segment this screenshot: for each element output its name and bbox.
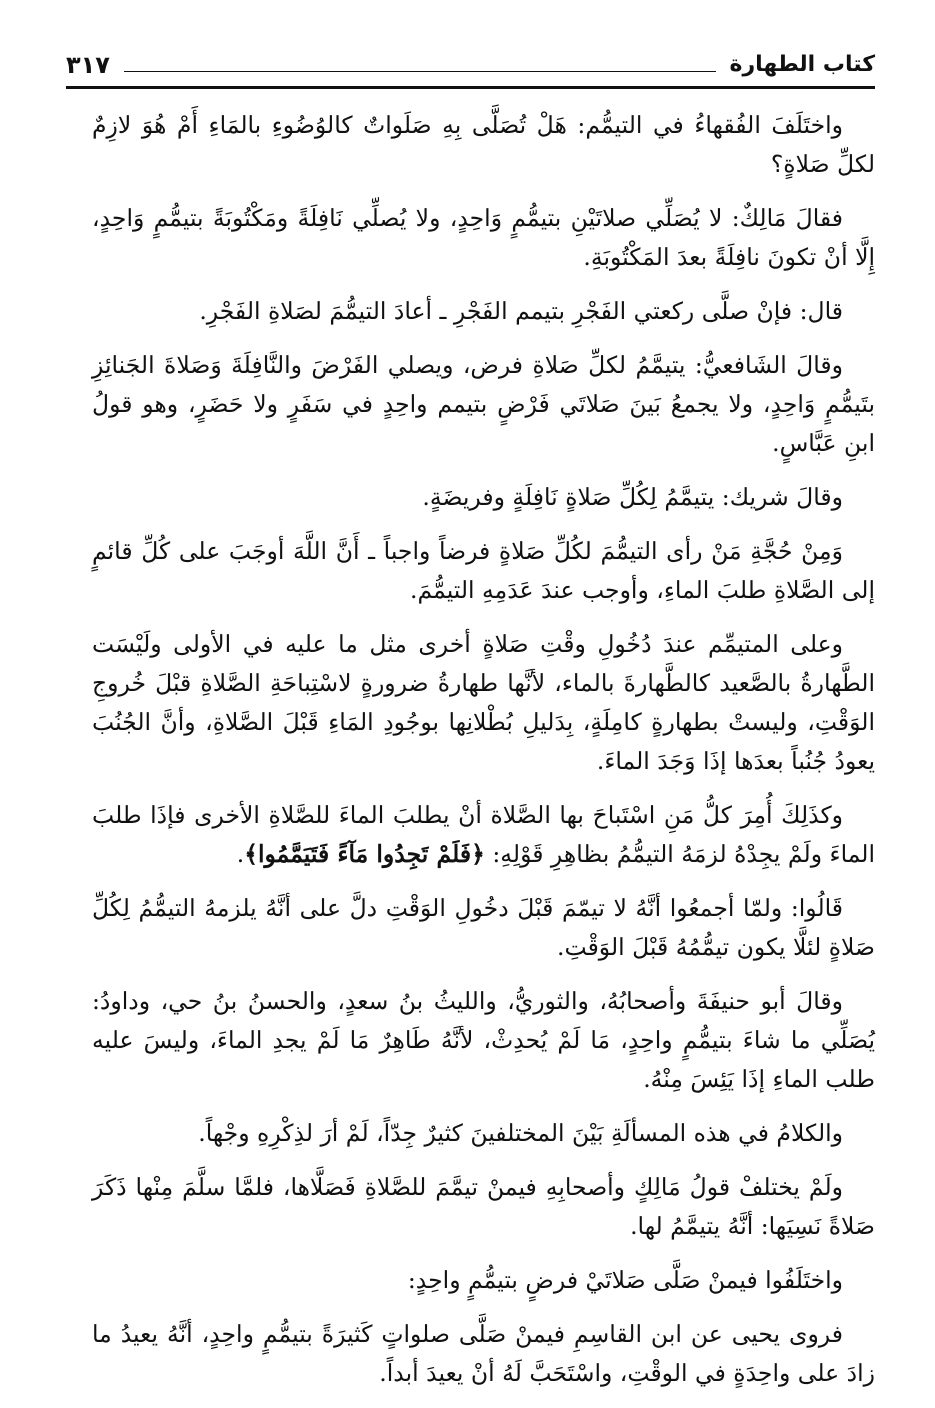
paragraph-text: قَالُوا: ولمّا أجمعُوا أنَّهُ لا تيمّمَ قَبْلَ دخُولِ الوَقْتِ دلَّ على أنَّهُ يلزمهُ التيمُّمُ لِكُلِّ صَلاةٍ لئلَّا يكون تيمُّمُهُ قَبْلَ الوَقْتِ.: [92, 894, 875, 961]
paragraph-text: وعلى المتيمِّم عندَ دُخُولِ وقْتِ صَلاةٍ أخرى مثل ما عليه في الأولى ولَيْسَت الطَّهارةُ بالصَّعيد كالطَّهارةَ بالماء، لأنَّها طهارةُ ضرورةٍ لاسْتِباحَةِ الصَّلاةِ قبْلَ خُروجِ الوَقْتِ، وليستْ بطهارةٍ كامِلَةٍ، بِدَليلِ بُطْلانِها بوجُودِ المَاءِ قَبْلَ الصَّلاةِ، وأنَّ الجُنُبَ يعودُ جُنُباً بعدَها إذَا وَجَدَ الماءَ.: [92, 630, 875, 775]
header-rule: [66, 86, 875, 89]
page-body: [92, 106, 875, 1408]
paragraph-text: وقالَ الشَافعيُّ: يتيمَّمُ لكلِّ صَلاةِ فرض، ويصلي الفَرْضَ والنَّافِلَةَ وَصَلاةَ الجَنائِزِ بتَيمُّمٍ وَاحِدٍ، ولا يجمعُ بَينَ صَلاتَي فَرْضٍ بتيمم واحِدٍ في سَفَرٍ ولا حَضَرٍ، وهو قولُ ابنِ عَبَّاسٍ.: [92, 351, 875, 457]
paragraph: [92, 1114, 875, 1153]
paragraph-text: والكلامُ في هذه المسألَةِ بَيْنَ المختلفينَ كثيرٌ جِدّاً، لَمْ أرَ لذِكْرِهِ وجْهاً.: [198, 1119, 843, 1147]
paragraph: [92, 889, 875, 967]
paragraph: [92, 199, 875, 277]
page-header: [66, 36, 875, 80]
paragraph-text: وقالَ أبو حنيفَةَ وأصحابُهُ، والثوريُّ، والليثُ بنُ سعدٍ، والحسنُ بنُ حي، وداودُ: يُصَلِّي ما شاءَ بتيمُّمٍ واحِدٍ، مَا لَمْ يُحدِثْ، لأنَّهُ طَاهِرٌ مَا لَمْ يجدِ الماءَ، وليسَ عليه طلب الماءِ إذَا يَئِسَ مِنْهُ.: [92, 987, 875, 1093]
paragraph: [92, 346, 875, 463]
chapter-title: كتاب الطهارة: [729, 52, 875, 77]
paragraph: [92, 292, 875, 331]
paragraph: [92, 478, 875, 517]
paragraph: [92, 625, 875, 781]
paragraph-text: ولَمْ يختلفْ قولُ مَالِكٍ وأصحابِهِ فيمنْ تيمَّمَ للصَّلاةِ فَصَلَّاها، فلمَّا سلَّمَ مِنْها ذَكَرَ صَلاةً نَسِيَها: أنَّهُ يتيمَّمُ لها.: [92, 1173, 875, 1240]
paragraph: [92, 982, 875, 1099]
paragraph-text: وقالَ شريك: يتيمَّمُ لِكُلِّ صَلاةٍ نَافِلَةٍ وفريضَةٍ.: [422, 483, 843, 511]
paragraph-text: واختَلَفُوا فيمنْ صَلَّى صَلاتَيْ فرضٍ بتيمُّمٍ واحِدٍ:: [407, 1266, 843, 1294]
paragraph-text: وَمِنْ حُجَّةِ مَنْ رأى التيمُّمَ لكُلِّ صَلاةٍ فرضاً واجباً ـ أَنَّ اللَّهَ أوجَبَ على كُلِّ قائمٍ إلى الصَّلاةِ طلبَ الماءِ، وأوجب عندَ عَدَمِهِ التيمُّمَ.: [92, 537, 875, 604]
header-divider-line: [124, 71, 716, 72]
paragraph-text: فقالَ مَالِكٌ: لا يُصَلِّي صلاتَيْنِ بتيمُّمٍ وَاحِدٍ، ولا يُصلِّي نَافِلَةً ومَكْتُوبَةً بتيمُّمٍ وَاحِدٍ، إِلَّا أنْ تكونَ نافِلَةً بعدَ المَكْتُوبَةِ.: [92, 204, 875, 271]
paragraph: [92, 532, 875, 610]
quran-verse: ﴿فَلَمْ تَجِدُوا مَآءً فَتَيَمَّمُوا﴾: [244, 840, 485, 868]
paragraph: [92, 796, 875, 874]
paragraph: [92, 106, 875, 184]
paragraph-text: قال: فإنْ صلَّى ركعتي الفَجْرِ بتيمم الفَجْرِ ـ أعادَ التيمُّمَ لصَلاةِ الفَجْرِ.: [199, 297, 843, 325]
paragraph-text: فروى يحيى عن ابن القاسِمِ فيمنْ صَلَّى صلواتٍ كَثيرَةً بتيمُّمٍ واحِدٍ، أنَّهُ يعيدُ ما زادَ على واحِدَةٍ في الوقْتِ، واسْتَحَبَّ لَهُ أنْ يعيدَ أبداً.: [92, 1320, 875, 1387]
paragraph-text: واختَلَفَ الفُقهاءُ في التيمُّم: هَلْ تُصَلَّى بِهِ صَلَواتٌ كالوُضُوءِ بالمَاءِ أَمْ هُوَ لازِمٌ لكلِّ صَلاةٍ؟: [92, 111, 875, 178]
paragraph-text: وكذَلِكَ أُمِرَ كلُّ مَنِ اسْتَباحَ بها الصَّلاة أنْ يطلبَ الماءَ للصَّلاةِ الأخرى فإذَا طلبَ الماءَ ولَمْ يجِدْهُ لزمَهُ التيمُّمُ بظاهِرِ قَوْلِهِ:: [92, 801, 875, 868]
paragraph: [92, 1315, 875, 1393]
paragraph-end: .: [236, 840, 245, 868]
paragraph: [92, 1168, 875, 1246]
page-number: ٣١٧: [66, 51, 110, 79]
paragraph: [92, 1261, 875, 1300]
